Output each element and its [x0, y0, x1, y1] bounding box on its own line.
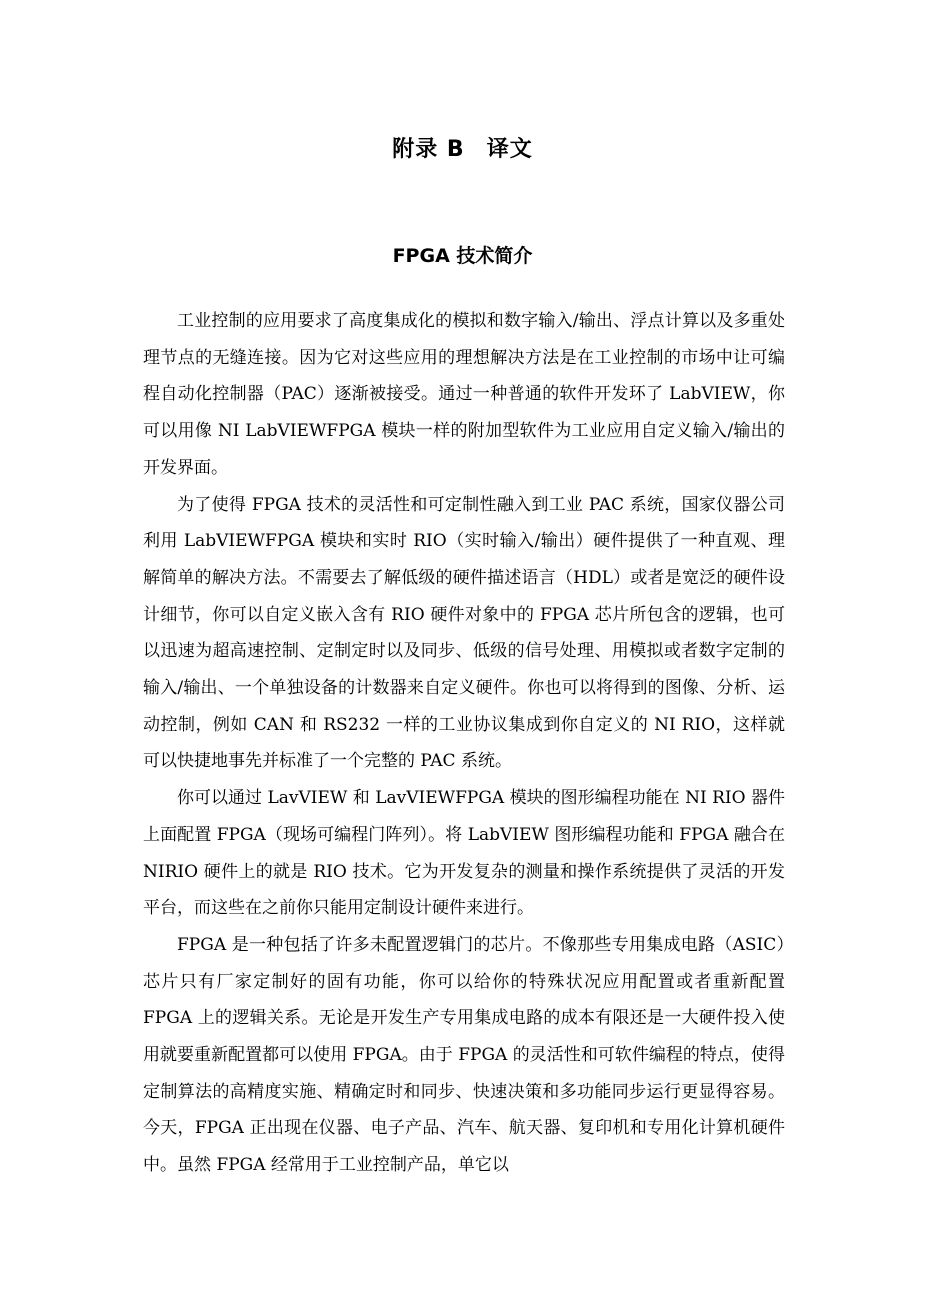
appendix-title: 译文 — [486, 137, 533, 162]
paragraph: FPGA 是一种包括了许多未配置逻辑门的芯片。不像那些专用集成电路（ASIC）芯片只有厂家定制好的固有功能，你可以给你的特殊状况应用配置或者重新配置 FPGA 上的逻辑关系。无论是开发生产专用集成电路的成本有限还是一大硬件投入使用就要重新配置都可以使用 FPGA。由于 FPGA 的灵活性和可软件编程的特点，使得定制算法的高精度实施、精确定时和同步、快速决策和多功能同步运行更显得容易。今天，FPGA 正出现在仪器、电子产品、汽车、航天器、复印机和专用化计算机硬件中。虽然 FPGA 经常用于工业控制产品，单它以 — [143, 934, 785, 1176]
paragraph: 你可以通过 LavVIEW 和 LavVIEWFPGA 模块的图形编程功能在 NI RIO 器件上面配置 FPGA（现场可编程门阵列）。将 LabVIEW 图形编程功能和 FPGA 融合在 NIRIO 硬件上的就是 RIO 技术。它为开发复杂的测量和操作系统提供了灵活的开发平台，而这些在之前你只能用定制设计硬件来进行。 — [143, 788, 785, 919]
article-title: FPGA 技术简介 — [392, 245, 533, 267]
appendix-heading — [0, 132, 925, 168]
paragraph: 为了使得 FPGA 技术的灵活性和可定制性融入到工业 PAC 系统，国家仪器公司利用 LabVIEWFPGA 模块和实时 RIO（实时输入/输出）硬件提供了一种直观、理解简单的解决方法。不需要去了解低级的硬件描述语言（HDL）或者是宽泛的硬件设计细节，你可以自定义嵌入含有 RIO 硬件对象中的 FPGA 芯片所包含的逻辑，也可以迅速为超高速控制、定制定时以及同步、低级的信号处理、用模拟或者数字定制的输入/输出、一个单独设备的计数器来自定义硬件。你也可以将得到的图像、分析、运动控制，例如 CAN 和 RS232 一样的工业协议集成到你自定义的 NI RIO，这样就可以快捷地事先并标准了一个完整的 PAC 系统。 — [143, 494, 785, 772]
paragraph: 工业控制的应用要求了高度集成化的模拟和数字输入/输出、浮点计算以及多重处理节点的无缝连接。因为它对这些应用的理想解决方法是在工业控制的市场中让可编程自动化控制器（PAC）逐渐被接受。通过一种普通的软件开发环了 LabVIEW，你可以用像 NI LabVIEWFPGA 模块一样的附加型软件为工业应用自定义输入/输出的开发界面。 — [143, 311, 785, 478]
body-text — [143, 303, 785, 1184]
appendix-label: 附录 B — [392, 137, 465, 162]
